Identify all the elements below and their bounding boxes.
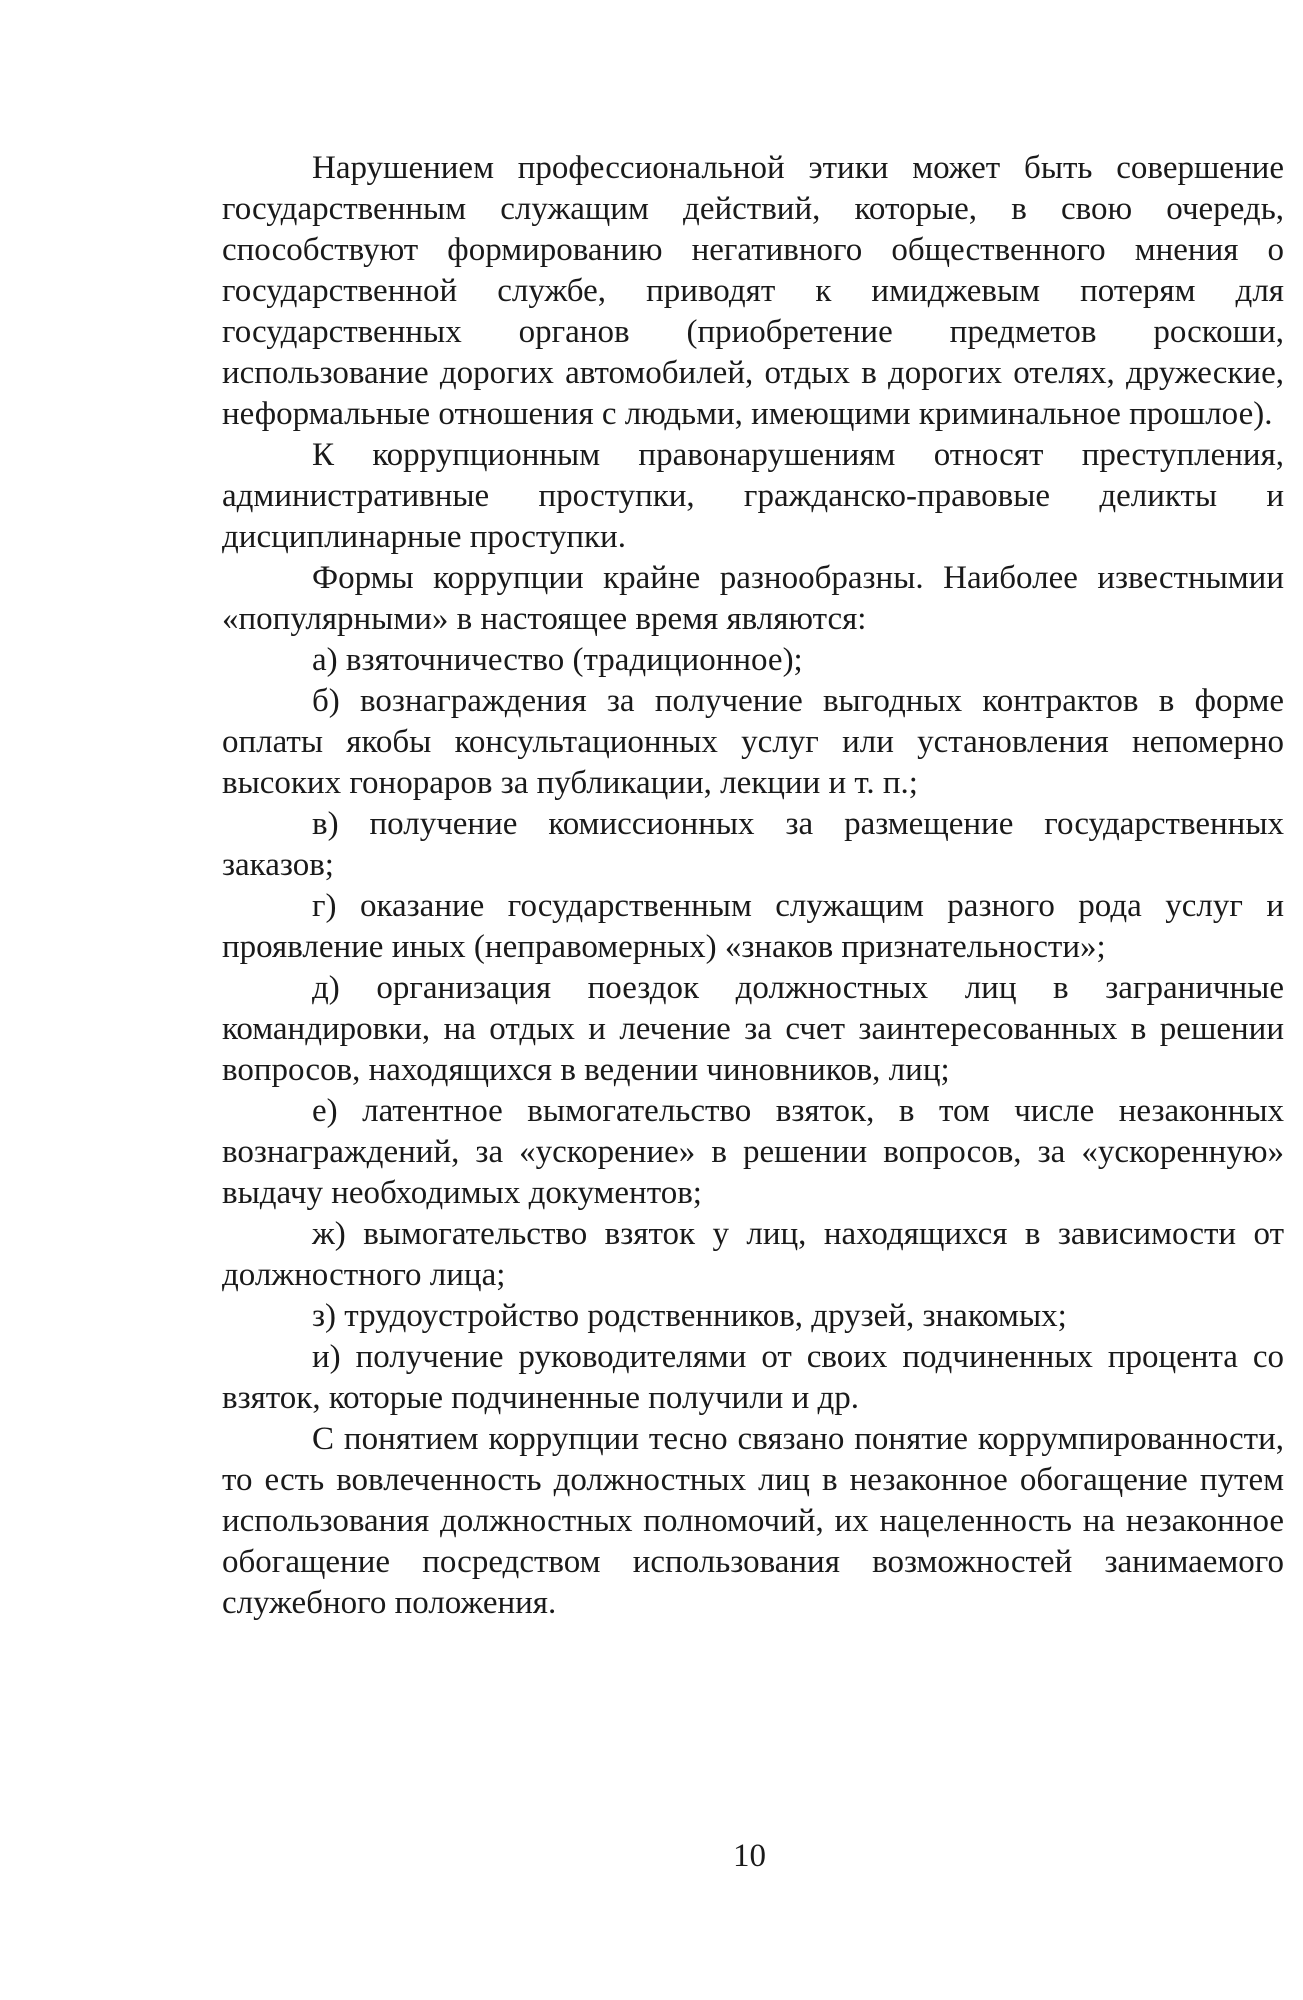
page-number: 10 (733, 1838, 766, 1874)
list-item: а) взяточничество (традиционное); (312, 642, 803, 678)
list-item: г) оказание государственным служащим разного рода услуг и проявление иных (неправомерных) «знаков признательности»; (222, 888, 1284, 965)
list-item: ж) вымогательство взяток у лиц, находящихся в зависимости от должностного лица; (222, 1216, 1284, 1293)
paragraph: Нарушением профессиональной этики может быть совершение государственным служащим действий, которые, в свою очередь, способствуют формированию негативного общественного мнения о государственной службе, приводят к имиджевым потерям для государственных органов (приобретение предметов роскоши, использование дорогих автомобилей, отдых в дорогих отелях, дружеские, неформальные отношения с людьми, имеющими криминальное прошлое). (222, 150, 1284, 432)
list-item: з) трудоустройство родственников, друзей, знакомых; (312, 1298, 1067, 1334)
paragraph: К коррупционным правонарушениям относят преступления, административные проступки, гражданско-правовые деликты и дисциплинарные проступки. (222, 437, 1284, 555)
list-item: в) получение комиссионных за размещение государственных заказов; (222, 806, 1284, 883)
page-body (222, 148, 1284, 1624)
paragraph: Формы коррупции крайне разнообразны. Наиболее известнымии «популярными» в настоящее время являются: (222, 560, 1284, 637)
list-item: д) организация поездок должностных лиц в заграничные командировки, на отдых и лечение за счет заинтересованных в решении вопросов, находящихся в ведении чиновников, лиц; (222, 970, 1284, 1088)
list-item: б) вознаграждения за получение выгодных контрактов в форме оплаты якобы консультационных услуг или установления непомерно высоких гонораров за публикации, лекции и т. п.; (222, 683, 1284, 801)
list-item: е) латентное вымогательство взяток, в том числе незаконных вознаграждений, за «ускорение» в решении вопросов, за «ускоренную» выдачу необходимых документов; (222, 1093, 1284, 1211)
list-item: и) получение руководителями от своих подчиненных процента со взяток, которые подчиненные получили и др. (222, 1339, 1284, 1416)
paragraph: С понятием коррупции тесно связано понятие коррумпированности, то есть вовлеченность должностных лиц в незаконное обогащение путем использования должностных полномочий, их нацеленность на незаконное обогащение посредством использования возможностей занимаемого служебного положения. (222, 1421, 1284, 1621)
